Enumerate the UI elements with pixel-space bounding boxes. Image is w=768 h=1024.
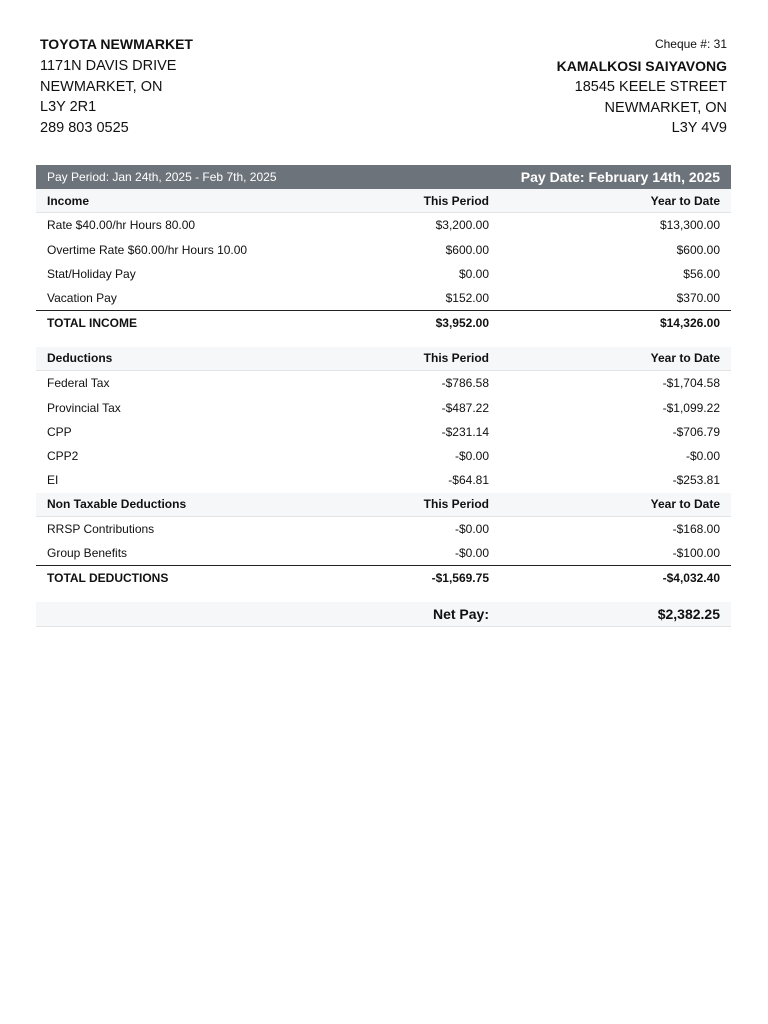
total-deductions-year-to-date: -$4,032.40 [662, 571, 720, 586]
pay-banner [36, 165, 731, 189]
employee-city: NEWMARKET, ON [604, 99, 727, 116]
non-taxable-item-this-period: -$0.00 [454, 522, 489, 536]
pay-stub [36, 165, 731, 627]
pay-period: Pay Period: Jan 24th, 2025 - Feb 7th, 2025 [47, 170, 277, 184]
deduction-item-year-to-date: -$1,704.58 [662, 376, 720, 391]
employee-block [557, 37, 727, 139]
income-item-label: Rate $40.00/hr Hours 80.00 [47, 218, 196, 233]
income-item-this-period: $600.00 [445, 242, 489, 257]
deduction-item-label: CPP [47, 424, 72, 439]
net-pay-label: Net Pay: [432, 605, 489, 622]
non-taxable-item-year-to-date: -$168.00 [672, 522, 720, 536]
non-taxable-header-year-to-date: Year to Date [650, 497, 720, 512]
employee-postal-code: L3Y 4V9 [671, 120, 727, 136]
employer-phone: 289 803 0525 [40, 119, 129, 136]
deductions-header-row [36, 347, 731, 371]
deduction-row [36, 444, 731, 468]
employee-address: 18545 KEELE STREET [574, 79, 727, 95]
deductions-header-this-period: This Period [423, 351, 489, 366]
deduction-item-this-period: -$0.00 [454, 449, 489, 464]
deduction-item-year-to-date: -$253.81 [672, 473, 720, 488]
deduction-item-year-to-date: -$1,099.22 [662, 400, 720, 415]
income-row [36, 286, 731, 310]
total-deductions-label: TOTAL DEDUCTIONS [47, 571, 169, 586]
income-item-label: Stat/Holiday Pay [47, 267, 136, 282]
income-row [36, 213, 731, 237]
non-taxable-item-label: Group Benefits [47, 546, 128, 561]
income-item-label: Overtime Rate $60.00/hr Hours 10.00 [47, 242, 248, 257]
non-taxable-header-this-period: This Period [423, 497, 489, 512]
income-item-year-to-date: $56.00 [683, 267, 720, 282]
section-spacer [36, 590, 731, 602]
income-header-year-to-date: Year to Date [650, 193, 720, 208]
total-income-year-to-date: $14,326.00 [659, 316, 720, 331]
deduction-item-label: CPP2 [47, 449, 79, 464]
income-row [36, 238, 731, 262]
employer-name: TOYOTA NEWMARKET [40, 36, 193, 52]
section-spacer [36, 335, 731, 347]
income-item-label: Vacation Pay [47, 291, 117, 306]
employer-address: 1171N DAVIS DRIVE [40, 58, 177, 74]
employer-city: NEWMARKET, ON [40, 78, 163, 95]
deduction-row [36, 371, 731, 395]
employer-postal-code: L3Y 2R1 [40, 99, 97, 115]
employer-block [40, 35, 193, 138]
total-income-this-period: $3,952.00 [435, 316, 489, 331]
income-header-row [36, 189, 731, 213]
non-taxable-item-this-period: -$0.00 [454, 546, 489, 561]
deduction-item-this-period: -$231.14 [441, 424, 489, 439]
deduction-row [36, 395, 731, 419]
non-taxable-item-label: RRSP Contributions [47, 522, 155, 536]
deductions-header-label: Deductions [47, 351, 113, 366]
non-taxable-header-row [36, 493, 731, 517]
income-header-this-period: This Period [423, 193, 489, 208]
deduction-row [36, 420, 731, 444]
non-taxable-row [36, 517, 731, 541]
non-taxable-item-year-to-date: -$100.00 [672, 546, 720, 561]
deduction-item-this-period: -$786.58 [441, 376, 489, 391]
deductions-header-year-to-date: Year to Date [650, 351, 720, 366]
income-item-year-to-date: $370.00 [676, 291, 720, 306]
deduction-item-label: EI [47, 473, 59, 488]
deduction-item-this-period: -$487.22 [441, 400, 489, 415]
income-item-year-to-date: $13,300.00 [659, 218, 720, 233]
deduction-item-this-period: -$64.81 [448, 473, 489, 488]
deduction-item-label: Provincial Tax [47, 400, 121, 415]
deduction-item-label: Federal Tax [47, 376, 110, 391]
non-taxable-header-label: Non Taxable Deductions [47, 497, 187, 512]
non-taxable-row [36, 541, 731, 565]
income-header-label: Income [47, 193, 90, 208]
deduction-item-year-to-date: -$0.00 [685, 449, 720, 464]
cheque-number: Cheque #: 31 [654, 37, 727, 51]
income-row [36, 262, 731, 286]
net-pay-row [36, 602, 731, 627]
deduction-item-year-to-date: -$706.79 [672, 424, 720, 439]
income-item-this-period: $0.00 [458, 267, 489, 282]
employee-name: KAMALKOSI SAIYAVONG [556, 58, 727, 74]
income-item-year-to-date: $600.00 [676, 242, 720, 257]
income-item-this-period: $152.00 [445, 291, 489, 306]
total-deductions-row [36, 565, 731, 589]
net-pay-value: $2,382.25 [657, 605, 720, 622]
pay-date: Pay Date: February 14th, 2025 [520, 169, 720, 185]
total-income-row [36, 310, 731, 334]
deduction-row [36, 468, 731, 492]
total-deductions-this-period: -$1,569.75 [431, 571, 489, 586]
total-income-label: TOTAL INCOME [47, 316, 137, 331]
income-item-this-period: $3,200.00 [435, 218, 489, 233]
